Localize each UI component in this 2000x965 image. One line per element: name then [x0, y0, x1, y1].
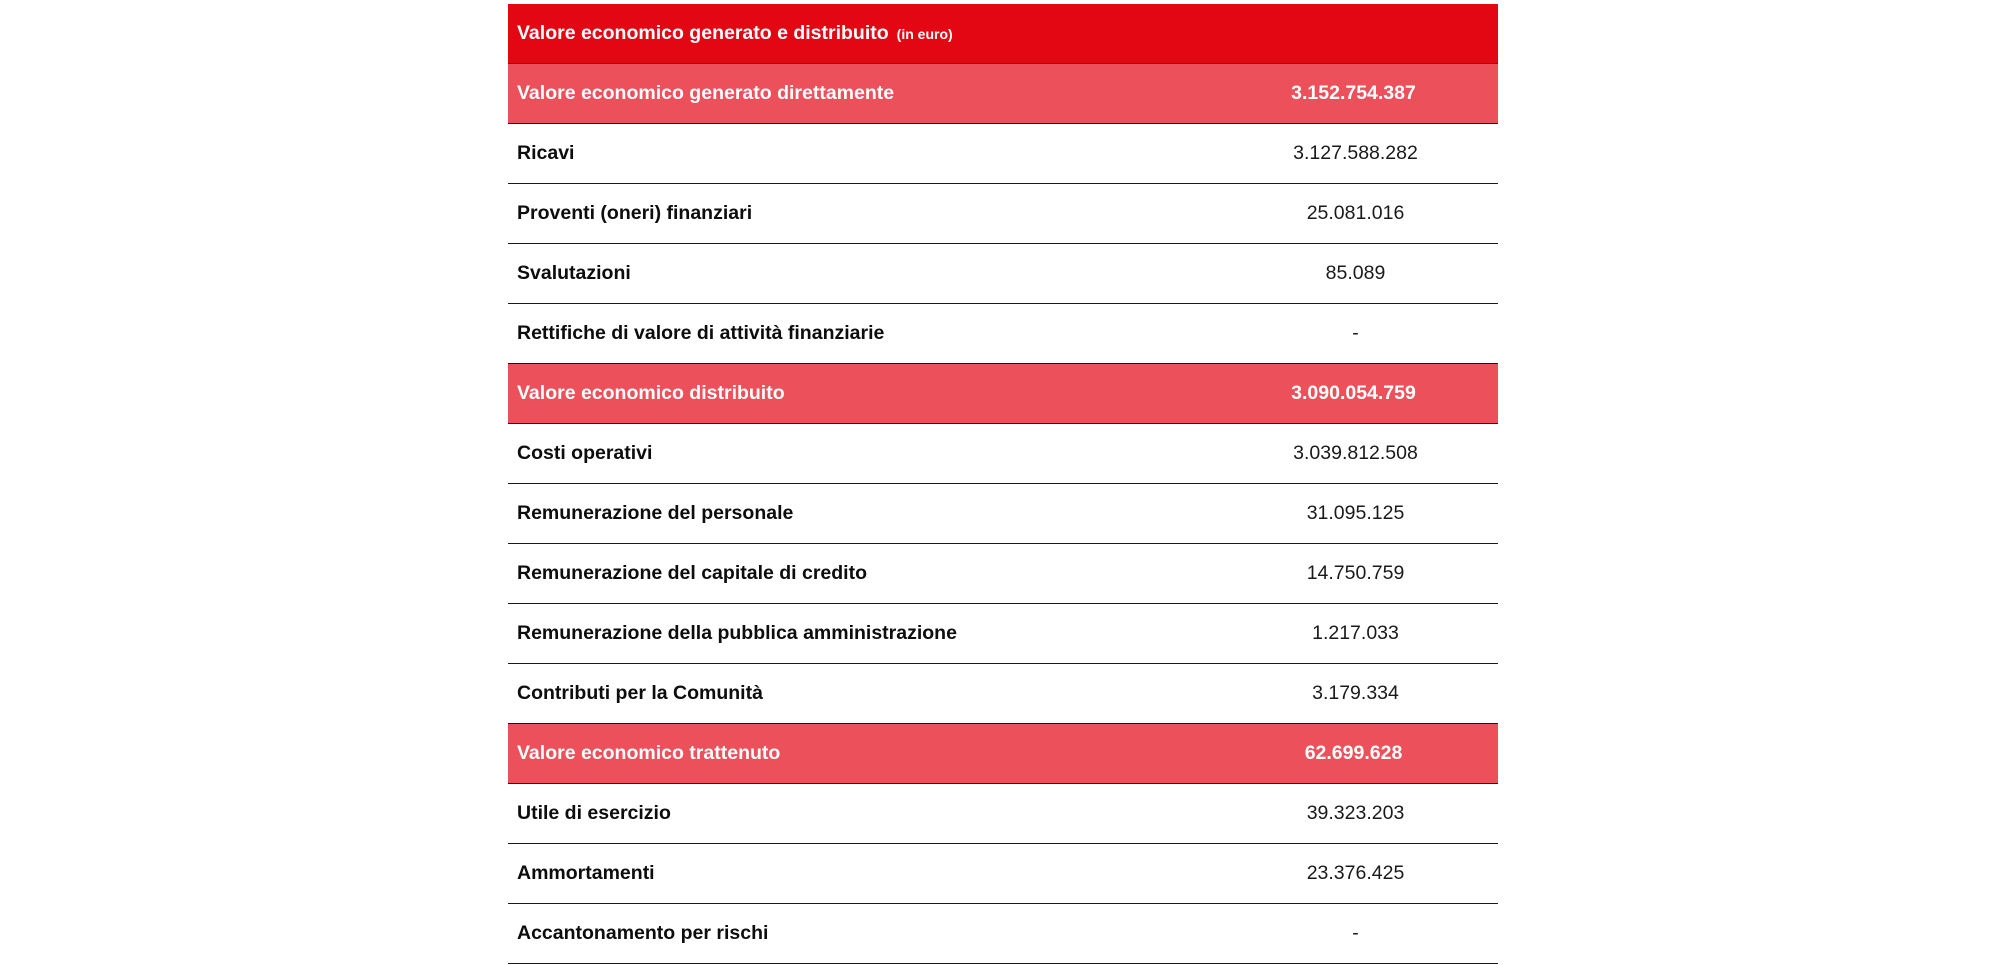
row-label: Valore economico trattenuto [517, 742, 781, 764]
row-value: 39.323.203 [1306, 802, 1405, 824]
row-value: 31.095.125 [1306, 502, 1405, 524]
table-row [508, 664, 1498, 724]
economic-value-table [508, 4, 1498, 964]
row-label: Svalutazioni [517, 262, 631, 284]
table-row [508, 844, 1498, 904]
row-value: - [1352, 322, 1359, 344]
table-row-section [508, 364, 1498, 424]
table-row [508, 544, 1498, 604]
table-title [508, 22, 1217, 45]
row-value: 3.127.588.282 [1293, 142, 1418, 164]
row-value: 25.081.016 [1306, 202, 1405, 224]
row-value: 14.750.759 [1306, 562, 1405, 584]
row-label: Valore economico generato direttamente [517, 82, 895, 104]
row-label: Costi operativi [517, 442, 653, 464]
row-value: 3.039.812.508 [1293, 442, 1418, 464]
table-row [508, 484, 1498, 544]
row-label: Utile di esercizio [517, 802, 671, 824]
row-value: 3.090.054.759 [1291, 382, 1416, 404]
row-label: Remunerazione del personale [517, 502, 794, 524]
table-row [508, 424, 1498, 484]
table-title-text: Valore economico generato e distribuito [517, 22, 889, 44]
table-row [508, 304, 1498, 364]
table-row [508, 124, 1498, 184]
table-row-section [508, 64, 1498, 124]
row-value: 62.699.628 [1304, 742, 1403, 764]
table-row [508, 904, 1498, 964]
table-row [508, 244, 1498, 304]
row-label: Remunerazione della pubblica amministrazione [517, 622, 957, 644]
table-unit-note: (in euro) [896, 26, 953, 42]
table-row [508, 184, 1498, 244]
row-label: Proventi (oneri) finanziari [517, 202, 753, 224]
table-row [508, 604, 1498, 664]
row-label: Valore economico distribuito [517, 382, 785, 404]
row-label: Contributi per la Comunità [517, 682, 763, 704]
row-value: 85.089 [1325, 262, 1386, 284]
table-row-section [508, 724, 1498, 784]
row-label: Ammortamenti [517, 862, 655, 884]
row-label: Ricavi [517, 142, 575, 164]
row-value: 3.179.334 [1312, 682, 1399, 704]
row-value: 23.376.425 [1306, 862, 1405, 884]
table-row [508, 784, 1498, 844]
row-value: 1.217.033 [1312, 622, 1399, 644]
row-label: Remunerazione del capitale di credito [517, 562, 868, 584]
row-value: 3.152.754.387 [1291, 82, 1416, 104]
row-label: Rettifiche di valore di attività finanziarie [517, 322, 885, 344]
table-header-row [508, 4, 1498, 64]
row-label: Accantonamento per rischi [517, 922, 769, 944]
row-value: - [1352, 922, 1359, 944]
